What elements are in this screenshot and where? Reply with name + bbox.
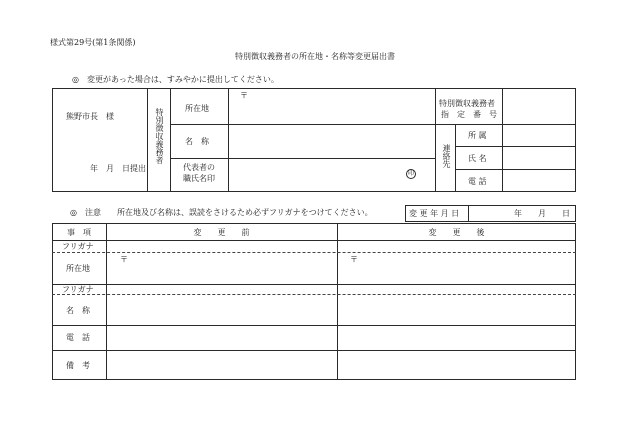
- phone-before-field[interactable]: [108, 327, 335, 348]
- furigana-location-before-field[interactable]: [108, 242, 335, 251]
- designation-number-field[interactable]: [506, 92, 572, 120]
- form-title: 特別徴収義務者の所在地・名称等変更届出書: [235, 52, 395, 61]
- dept-field[interactable]: [506, 127, 572, 143]
- col-before-header: 変 更 前: [193, 228, 250, 237]
- location-after-field[interactable]: [339, 254, 574, 282]
- change-date-value[interactable]: 年 月 日: [514, 209, 570, 218]
- phone-after-field[interactable]: [339, 327, 574, 348]
- location-before-field[interactable]: [108, 254, 335, 282]
- location-label: 所在地: [185, 104, 209, 113]
- location-field[interactable]: [232, 104, 430, 120]
- furigana-name-after-field[interactable]: [339, 286, 574, 293]
- remarks-field[interactable]: [108, 352, 574, 378]
- seal-icon: 印: [407, 170, 414, 177]
- contact-label: 連絡先: [442, 144, 451, 168]
- form-number: 様式第29号(第1条関係): [50, 38, 136, 47]
- name-after-field[interactable]: [339, 296, 574, 323]
- col-item-header: 事 項: [67, 228, 91, 237]
- location-row-label: 所在地: [66, 264, 90, 273]
- postal-after-mark: 〒: [350, 255, 358, 264]
- furigana-note: ◎ 注意 所在地及び名称は、誤読をさけるため必ずフリガナをつけてください。: [70, 208, 373, 217]
- designation-label-line2: 指 定 番 号: [441, 110, 497, 119]
- name-label: 名 称: [185, 137, 209, 146]
- col-after-header: 変 更 後: [428, 228, 485, 237]
- furigana-label-1: フリガナ: [62, 242, 94, 251]
- name-field[interactable]: [232, 128, 430, 154]
- furigana-name-before-field[interactable]: [108, 286, 335, 293]
- phone-field[interactable]: [506, 173, 572, 189]
- phone-row-label: 電 話: [66, 333, 90, 342]
- phone-label: 電 話: [468, 177, 487, 186]
- postal-before-mark: 〒: [120, 255, 128, 264]
- postal-mark: 〒: [240, 91, 248, 100]
- rep-label-line1: 代表者の: [183, 163, 215, 172]
- addressee: 熊野市長 様: [66, 112, 114, 121]
- furigana-location-after-field[interactable]: [339, 242, 574, 251]
- submission-date: 年 月 日提出: [90, 164, 146, 173]
- change-date-label: 変 更 年 月 日: [409, 209, 460, 218]
- designation-label-line1: 特別徴収義務者: [439, 99, 495, 108]
- name-row-label: 名 称: [66, 306, 90, 315]
- person-label: 氏 名: [468, 154, 487, 163]
- remarks-row-label: 備 考: [66, 361, 90, 370]
- representative-field[interactable]: [232, 160, 402, 188]
- obligor-label: 特別徴収義務者: [155, 108, 164, 164]
- notice-text: ◎ 変更があった場合は、すみやかに提出してください。: [72, 75, 279, 84]
- dept-label: 所 属: [468, 131, 487, 140]
- name-before-field[interactable]: [108, 296, 335, 323]
- furigana-label-2: フリガナ: [62, 285, 94, 294]
- person-field[interactable]: [506, 150, 572, 166]
- rep-label-line2: 職氏名印: [183, 174, 215, 183]
